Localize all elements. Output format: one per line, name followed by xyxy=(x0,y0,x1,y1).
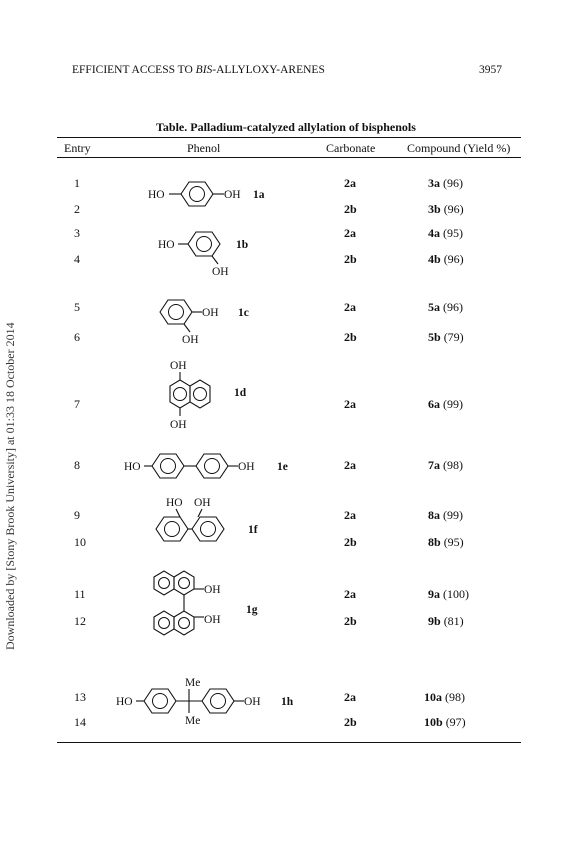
structure-1g-oh1: OH xyxy=(204,584,221,596)
yield-value: (96) xyxy=(443,300,463,314)
entry-number: 7 xyxy=(74,397,80,411)
entry-number: 6 xyxy=(74,330,80,344)
structure-1d-label: 1d xyxy=(234,387,247,399)
structure-1e xyxy=(118,448,318,484)
carbonate-cell: 2b xyxy=(344,202,357,216)
yield-value: (79) xyxy=(443,330,464,344)
compound-yield-cell xyxy=(428,587,469,602)
structure-1a xyxy=(140,176,280,216)
compound-yield-cell xyxy=(424,690,465,705)
carbonate-cell: 2b xyxy=(344,614,357,628)
yield-value: (95) xyxy=(443,535,464,549)
entry-number: 12 xyxy=(74,614,86,628)
structure-1d xyxy=(158,358,268,434)
structure-1g xyxy=(150,565,270,647)
structure-1b-label: 1b xyxy=(236,239,249,251)
compound-id: 10a xyxy=(424,690,442,704)
structure-1e-oh: OH xyxy=(238,461,255,473)
carbonate-cell: 2b xyxy=(344,330,357,344)
structure-1h-me2: Me xyxy=(185,715,201,727)
compound-id: 4a xyxy=(428,226,440,240)
entry-number: 10 xyxy=(74,535,86,549)
running-title-italic: BIS xyxy=(195,64,213,76)
structure-1d-oh2: OH xyxy=(170,419,187,431)
entry-number: 13 xyxy=(74,690,86,704)
running-title-prefix: EFFICIENT ACCESS TO xyxy=(72,64,196,76)
entry-number: 1 xyxy=(74,176,80,190)
compound-yield-cell xyxy=(428,252,464,267)
table-bottom-rule xyxy=(57,742,521,743)
compound-id: 8b xyxy=(428,535,441,549)
compound-yield-cell xyxy=(428,397,463,412)
page-number: 3957 xyxy=(479,64,502,76)
entry-number: 3 xyxy=(74,226,80,240)
entry-number: 5 xyxy=(74,300,80,314)
yield-value: (96) xyxy=(443,176,463,190)
compound-yield-cell xyxy=(428,202,464,217)
carbonate-cell: 2a xyxy=(344,690,356,704)
compound-id: 5a xyxy=(428,300,440,314)
structure-1a-label: 1a xyxy=(253,189,265,201)
compound-yield-cell xyxy=(428,226,463,241)
structure-1c-oh2: OH xyxy=(182,334,199,346)
yield-value: (95) xyxy=(443,226,463,240)
structure-1h-oh: OH xyxy=(244,696,261,708)
carbonate-cell: 2a xyxy=(344,226,356,240)
column-header-compound: Compound (Yield %) xyxy=(407,141,511,155)
compound-id: 4b xyxy=(428,252,441,266)
compound-yield-cell xyxy=(428,508,463,523)
compound-id: 9a xyxy=(428,587,440,601)
table-top-rule xyxy=(57,137,521,138)
structure-1f-label: 1f xyxy=(248,524,258,536)
table-header-rule xyxy=(57,157,521,158)
yield-value: (97) xyxy=(445,715,466,729)
column-header-carbonate: Carbonate xyxy=(326,141,376,155)
carbonate-cell: 2a xyxy=(344,587,356,601)
compound-yield-cell xyxy=(424,715,466,730)
compound-id: 3a xyxy=(428,176,440,190)
structure-1d-oh1: OH xyxy=(170,360,187,372)
compound-yield-cell xyxy=(428,300,463,315)
structure-1c-label: 1c xyxy=(238,307,249,319)
compound-yield-cell xyxy=(428,176,463,191)
structure-1c-oh1: OH xyxy=(202,307,219,319)
structure-1a-ho: HO xyxy=(148,189,165,201)
structure-1f-oh: OH xyxy=(194,497,211,509)
entry-number: 2 xyxy=(74,202,80,216)
structure-1g-label: 1g xyxy=(246,604,258,616)
entry-number: 9 xyxy=(74,508,80,522)
structure-1b xyxy=(150,228,260,278)
download-sidebar-text: Downloaded by [Stony Brook University] at 01:33 18 October 2014 xyxy=(3,322,17,650)
carbonate-cell: 2a xyxy=(344,176,356,190)
compound-yield-cell xyxy=(428,330,464,345)
structure-1e-label: 1e xyxy=(277,461,288,473)
structure-1h xyxy=(110,672,320,727)
table-caption: Table. Palladium-catalyzed allylation of bisphenols xyxy=(156,120,416,134)
compound-id: 8a xyxy=(428,508,440,522)
running-title-suffix: -ALLYLOXY-ARENES xyxy=(212,64,325,76)
entry-number: 11 xyxy=(74,587,86,601)
compound-id: 3b xyxy=(428,202,441,216)
structure-1h-ho: HO xyxy=(116,696,133,708)
yield-value: (98) xyxy=(443,458,463,472)
carbonate-cell: 2a xyxy=(344,508,356,522)
compound-yield-cell xyxy=(428,535,464,550)
yield-value: (96) xyxy=(443,252,464,266)
yield-value: (99) xyxy=(443,397,463,411)
column-header-entry: Entry xyxy=(64,141,91,155)
carbonate-cell: 2a xyxy=(344,458,356,472)
running-title xyxy=(72,64,325,76)
structure-1g-oh2: OH xyxy=(204,614,221,626)
compound-yield-cell xyxy=(428,458,463,473)
compound-yield-cell xyxy=(428,614,464,629)
entry-number: 14 xyxy=(74,715,86,729)
yield-value: (81) xyxy=(443,614,464,628)
yield-value: (98) xyxy=(445,690,465,704)
compound-id: 5b xyxy=(428,330,441,344)
yield-value: (100) xyxy=(443,587,469,601)
yield-value: (99) xyxy=(443,508,463,522)
compound-id: 7a xyxy=(428,458,440,472)
carbonate-cell: 2a xyxy=(344,300,356,314)
structure-1h-me1: Me xyxy=(185,677,201,689)
carbonate-cell: 2a xyxy=(344,397,356,411)
structure-1e-ho: HO xyxy=(124,461,141,473)
structure-1c xyxy=(152,296,262,346)
compound-id: 6a xyxy=(428,397,440,411)
structure-1a-oh: OH xyxy=(224,189,241,201)
yield-value: (96) xyxy=(443,202,464,216)
carbonate-cell: 2b xyxy=(344,252,357,266)
compound-id: 9b xyxy=(428,614,441,628)
carbonate-cell: 2b xyxy=(344,535,357,549)
entry-number: 4 xyxy=(74,252,80,266)
structure-1b-oh: OH xyxy=(212,266,229,278)
compound-id: 10b xyxy=(424,715,443,729)
structure-1f-ho: HO xyxy=(166,497,183,509)
column-header-phenol: Phenol xyxy=(187,141,221,155)
entry-number: 8 xyxy=(74,458,80,472)
carbonate-cell: 2b xyxy=(344,715,357,729)
structure-1h-label: 1h xyxy=(281,696,294,708)
structure-1b-ho: HO xyxy=(158,239,175,251)
structure-1f xyxy=(150,495,270,551)
